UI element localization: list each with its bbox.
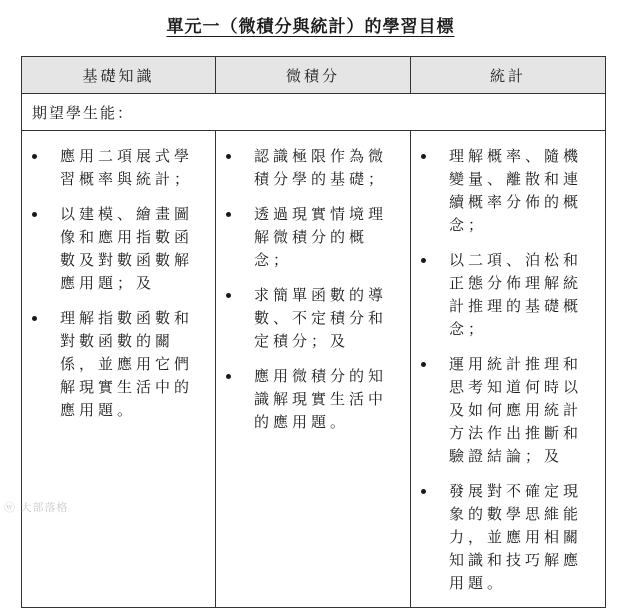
bullet-icon (226, 374, 231, 379)
bullet-icon (226, 293, 231, 298)
foundation-column (22, 131, 216, 608)
bullet-icon (32, 316, 37, 321)
list-item-text: 發展對不確定現象的數學思維能力，並應用相關知識和技巧解應用題。 (449, 482, 583, 592)
list-item (22, 307, 207, 422)
list-item (216, 145, 402, 191)
calculus-column (216, 131, 411, 608)
page-title-text: 單元一（微積分與統計）的學習目標 (166, 17, 455, 37)
list-item (411, 480, 597, 595)
bullet-icon (421, 489, 426, 494)
list-item-text: 透過現實情境理解微積分的概念； (254, 205, 388, 269)
bullet-icon (421, 154, 426, 159)
list-item (216, 365, 402, 434)
list-item-text: 理解概率、隨機變量、離散和連續概率分佈的概念； (449, 147, 583, 234)
page-title (0, 12, 621, 37)
watermark-icon: ⓦ (4, 501, 21, 514)
bullet-icon (421, 258, 426, 263)
bullet-icon (226, 154, 231, 159)
list-item-text: 理解指數函數和對數函數的關係，並應用它們解現實生活中的應用題。 (60, 309, 194, 419)
list-item (216, 203, 402, 272)
list-item-text: 運用統計推理和思考知道何時以及如何應用統計方法作出推斷和驗證結論；及 (449, 355, 583, 465)
header-calculus: 微積分 (216, 57, 411, 94)
list-item-text: 認識極限作為微積分學的基礎； (254, 147, 388, 188)
list-item (22, 145, 207, 191)
list-item (216, 284, 402, 353)
list-item (411, 353, 597, 468)
list-item-text: 以二項、泊松和正態分佈理解統計推理的基礎概念； (449, 251, 583, 338)
header-statistics: 統計 (411, 57, 606, 94)
statistics-list (411, 131, 605, 595)
list-item (22, 203, 207, 295)
calculus-list (216, 131, 410, 434)
watermark-text: 大部落格 (20, 501, 69, 514)
foundation-list (22, 131, 215, 422)
bullet-icon (421, 362, 426, 367)
bullet-icon (32, 154, 37, 159)
statistics-column (411, 131, 606, 608)
bullet-icon (226, 212, 231, 217)
watermark (4, 499, 69, 515)
list-item-text: 求簡單函數的導數、不定積分和定積分；及 (254, 286, 388, 350)
objectives-row (22, 131, 606, 608)
header-foundation: 基礎知識 (22, 57, 216, 94)
list-item (411, 145, 597, 237)
intro-row (22, 94, 606, 131)
list-item-text: 應用二項展式學習概率與統計； (60, 147, 194, 188)
list-item-text: 以建模、繪畫圖像和應用指數函數及對數函數解應用題；及 (60, 205, 194, 292)
intro-text: 期望學生能： (22, 94, 606, 131)
bullet-icon (32, 212, 37, 217)
table-header-row (22, 57, 606, 94)
learning-objectives-table (21, 56, 606, 608)
list-item (411, 249, 597, 341)
list-item-text: 應用微積分的知識解現實生活中的應用題。 (254, 367, 388, 431)
